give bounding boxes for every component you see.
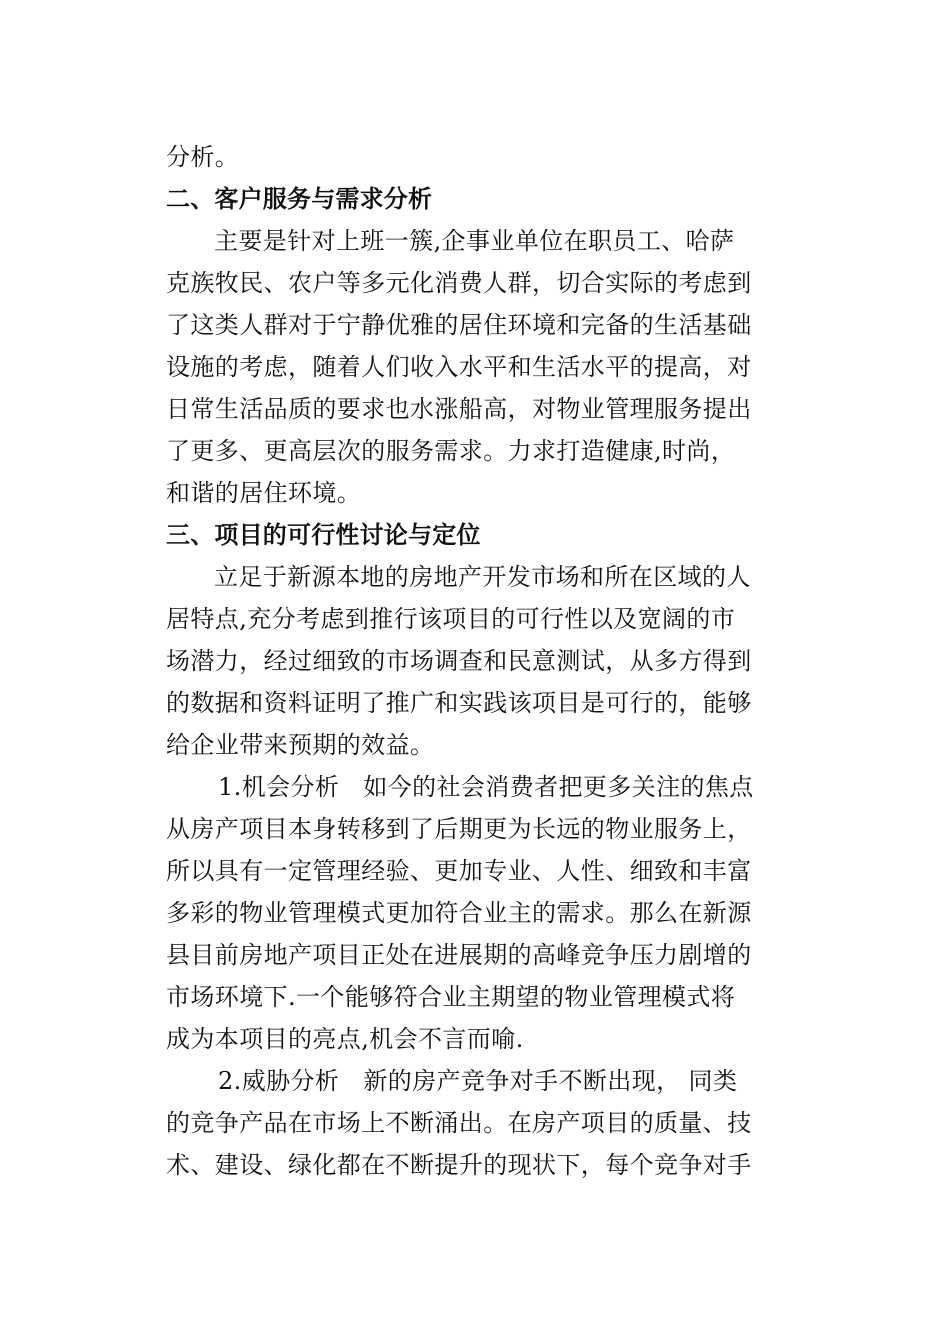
item-text: 如今的社会消费者把更多关注的焦点 — [363, 773, 754, 801]
section-heading-customer-service: 二、客户服务与需求分析 — [166, 184, 433, 213]
item-label: 1.机会分析 — [218, 773, 340, 801]
body-line: 场潜力，经过细致的市场调查和民意测试，从多方得到 — [166, 647, 752, 675]
body-line: 多彩的物业管理模式更加符合业主的需求。那么在新源 — [166, 899, 752, 927]
body-line: 所以具有一定管理经验、更加专业、人性、细致和丰富 — [166, 857, 752, 885]
body-line: 日常生活品质的要求也水涨船高，对物业管理服务提出 — [166, 395, 752, 423]
body-line: 县目前房地产项目正处在进展期的高峰竞争压力剧增的 — [166, 941, 752, 969]
body-line: 术、建设、绿化都在不断提升的现状下，每个竞争对手 — [166, 1151, 752, 1179]
numbered-item-threat — [166, 1060, 786, 1102]
body-line: 设施的考虑，随着人们收入水平和生活水平的提高，对 — [166, 353, 752, 381]
item-text: 新的房产竞争对手不断出现， 同类 — [363, 1067, 738, 1095]
body-line: 从房产项目本身转移到了后期更为长远的物业服务上， — [166, 815, 752, 843]
paragraph-first-line: 立足于新源本地的房地产开发市场和所在区域的人 — [214, 563, 751, 591]
body-line: 成为本项目的亮点,机会不言而喻. — [166, 1025, 524, 1053]
body-line: 和谐的居住环境。 — [166, 479, 362, 507]
body-line: 的竞争产品在市场上不断涌出。在房产项目的质量、技 — [166, 1109, 752, 1137]
body-line: 分析。 — [166, 143, 240, 171]
body-line: 的数据和资料证明了推广和实践该项目是可行的，能够 — [166, 689, 752, 717]
body-line: 克族牧民、农户等多元化消费人群，切合实际的考虑到 — [166, 269, 752, 297]
body-line: 了更多、更高层次的服务需求。力求打造健康,时尚， — [166, 437, 736, 465]
item-label: 2.威胁分析 — [218, 1067, 340, 1095]
paragraph-first-line: 主要是针对上班一簇,企事业单位在职员工、哈萨 — [214, 227, 735, 255]
document-body — [166, 136, 786, 1186]
body-line: 居特点,充分考虑到推行该项目的可行性以及宽阔的市 — [166, 605, 736, 633]
section-heading-feasibility: 三、项目的可行性讨论与定位 — [166, 520, 481, 549]
body-line: 给企业带来预期的效益。 — [166, 731, 435, 759]
body-line: 了这类人群对于宁静优雅的居住环境和完备的生活基础 — [166, 311, 752, 339]
numbered-item-opportunity — [166, 766, 786, 808]
body-line: 市场环境下.一个能够符合业主期望的物业管理模式将 — [166, 983, 736, 1011]
